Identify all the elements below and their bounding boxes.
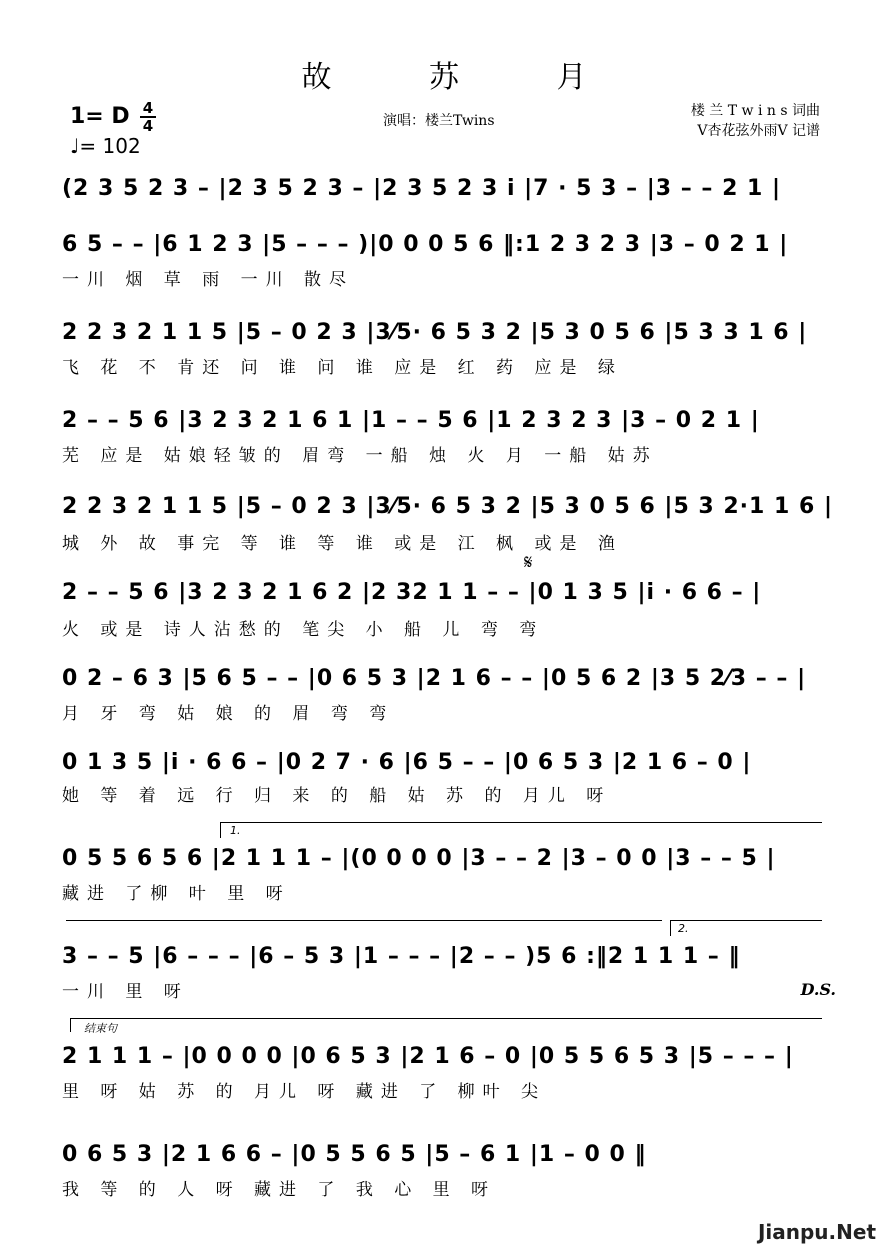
lyric-line-5: 城 外 故 事完 等 谁 等 谁 或是 江 枫 或是 渔: [62, 534, 623, 554]
ending-bracket-edge: [70, 1018, 71, 1032]
notation-line-5: 2 2 3 2 1 1 5 |5 – 0 2 3 |3⁄5· 6 5 3 2 |5 3 0 5 6 |5 3 2·1 1 6 |: [62, 494, 833, 519]
volta-1-label: 1.: [230, 824, 241, 837]
lyric-line-1: [62, 200, 822, 224]
volta-2-bracket: [670, 920, 822, 921]
segno-sign: 𝄋: [524, 550, 533, 574]
volta-1-bracket-continued: [66, 920, 662, 921]
composer-credit: 楼 兰 T w i n s 词曲: [690, 103, 820, 119]
notation-line-2: 6 5 – – |6 1 2 3 |5 – – – )|0 0 0 5 6 ‖:1 2 3 2 3 |3 – 0 2 1 |: [62, 232, 789, 257]
notation-line-8: 0 1 3 5 |i · 6 6 – |0 2 7 · 6 |6 5 – – |0 6 5 3 |2 1 6 – 0 |: [62, 750, 752, 775]
notation-line-11: 2 1 1 1 – |0 0 0 0 |0 6 5 3 |2 1 6 – 0 |0 5 5 6 5 3 |5 – – – |: [62, 1044, 794, 1069]
volta-1-bracket-edge: [220, 822, 221, 838]
lyric-line-4: 芜 应是 姑娘轻皱的 眉弯 一船 烛 火 月 一船 姑苏: [62, 446, 658, 466]
notation-line-9: 0 5 5 6 5 6 |2 1 1 1 – |(0 0 0 0 |3 – – 2 |3 – 0 0 |3 – – 5 |: [62, 846, 776, 871]
lyric-line-12: 我 等 的 人 呀 藏进 了 我 心 里 呀: [62, 1180, 497, 1200]
notation-line-12: 0 6 5 3 |2 1 6 6 – |0 5 5 6 5 |5 – 6 1 |1 – 0 0 ‖: [62, 1142, 647, 1167]
transcriber-credit: V杏花弦外雨V 记谱: [697, 123, 820, 139]
lyric-line-8: 她 等 着 远 行 归 来 的 船 姑 苏 的 月儿 呀: [62, 786, 612, 806]
notation-line-3: 2 2 3 2 1 1 5 |5 – 0 2 3 |3⁄5· 6 5 3 2 |5 3 0 5 6 |5 3 3 1 6 |: [62, 320, 808, 345]
notation-line-4: 2 – – 5 6 |3 2 3 2 1 6 1 |1 – – 5 6 |1 2 3 2 3 |3 – 0 2 1 |: [62, 408, 760, 433]
time-sig-bottom: 4: [142, 117, 154, 135]
volta-2-bracket-edge: [670, 920, 671, 936]
volta-2-label: 2.: [678, 922, 689, 935]
lyric-line-3: 飞 花 不 肯还 问 谁 问 谁 应是 红 药 应是 绿: [62, 358, 623, 378]
notation-line-1: (2 3 5 2 3 – |2 3 5 2 3 – |2 3 5 2 3 i |7 · 5 3 – |3 – – 2 1 |: [62, 176, 782, 201]
ending-bracket: [70, 1018, 822, 1019]
volta-1-bracket: [220, 822, 822, 823]
lyric-line-10: 一川 里 呀: [62, 982, 189, 1002]
lyric-line-9: 藏进 了柳 叶 里 呀: [62, 884, 291, 904]
tempo-marking: ♩= 102: [70, 134, 141, 158]
site-watermark: Jianpu.Net: [757, 1220, 876, 1244]
singer-credit: 演唱：楼兰Twins: [383, 113, 495, 129]
key-signature: 1= D: [70, 104, 130, 129]
lyric-line-6: 火 或是 诗人沾愁的 笔尖 小 船 儿 弯 弯: [62, 620, 545, 640]
time-signature: [139, 100, 157, 134]
notation-line-10: 3 – – 5 |6 – – – |6 – 5 3 |1 – – – |2 – – )5 6 :‖2 1 1 1 – ‖: [62, 944, 741, 969]
notation-line-7: 0 2 – 6 3 |5 6 5 – – |0 6 5 3 |2 1 6 – – |0 5 6 2 |3 5 2⁄3 – – |: [62, 666, 807, 691]
lyric-line-11: 里 呀 姑 苏 的 月儿 呀 藏进 了 柳叶 尖: [62, 1082, 547, 1102]
lyric-line-2: 一川 烟 草 雨 一川 散尽: [62, 270, 355, 290]
song-title: 故 苏 月: [301, 60, 631, 95]
time-sig-top: 4: [142, 99, 154, 117]
ending-label: 结束句: [84, 1022, 117, 1035]
lyric-line-7: 月 牙 弯 姑 娘 的 眉 弯 弯: [62, 704, 395, 724]
notation-line-6: 2 – – 5 6 |3 2 3 2 1 6 2 |2 32 1 1 – – |0 1 3 5 |i · 6 6 – |: [62, 580, 762, 605]
ds-marking: D.S.: [800, 980, 836, 999]
